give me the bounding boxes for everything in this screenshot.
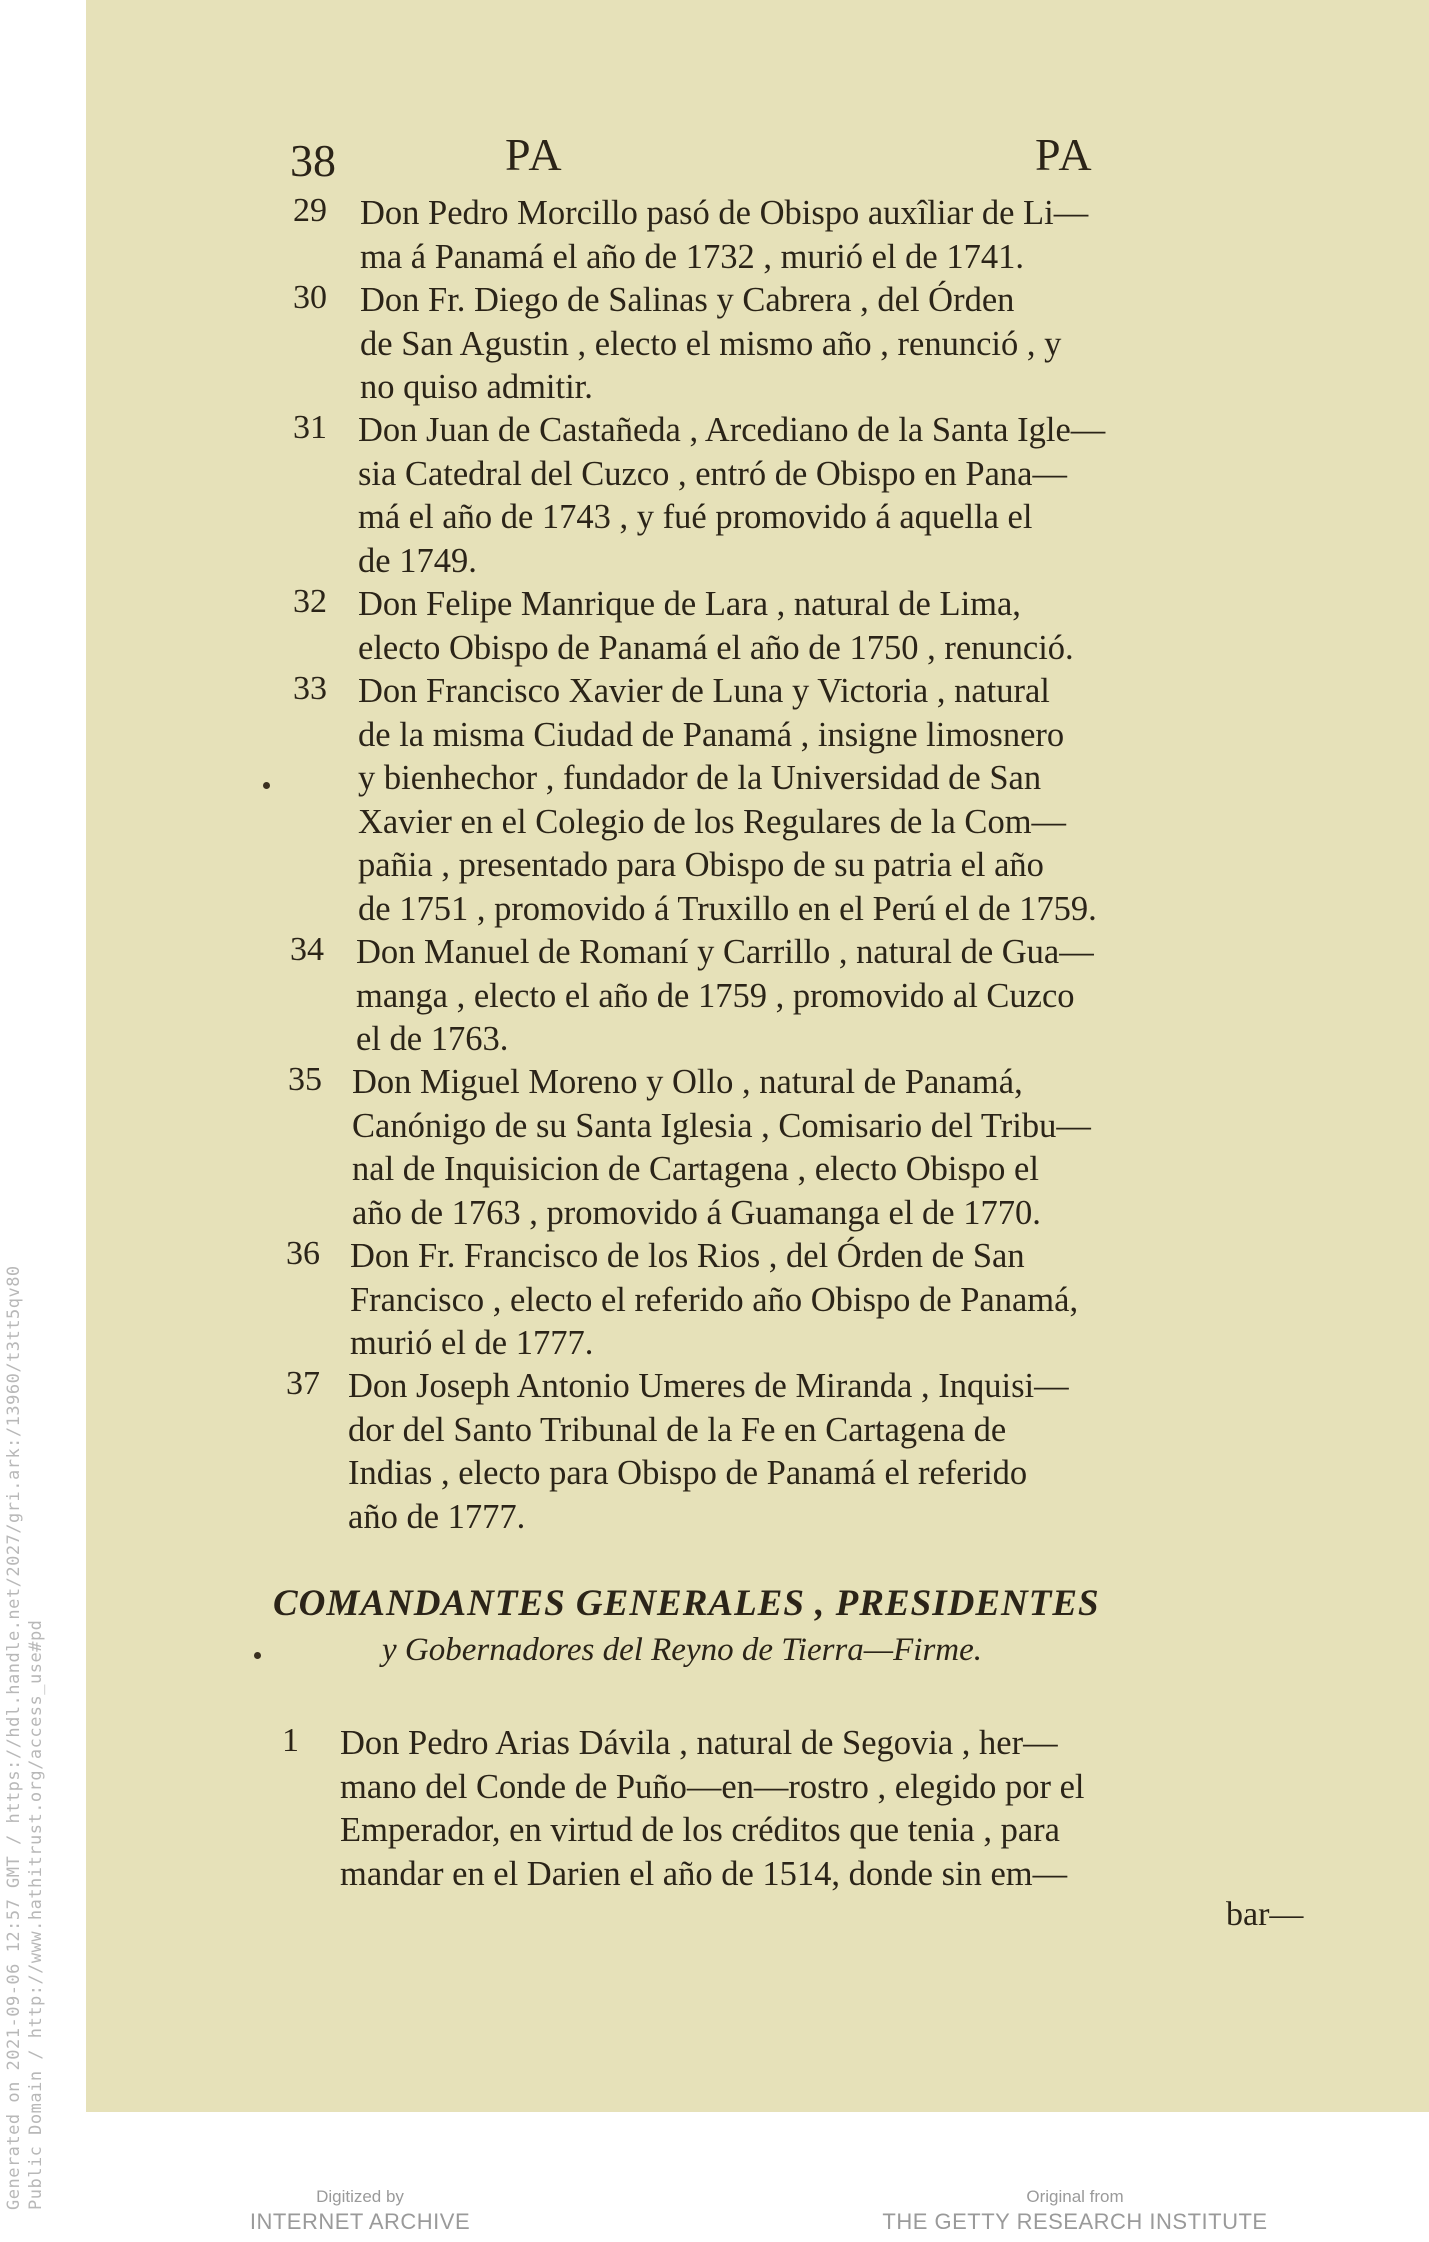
entry-line: y bienhechor , fundador de la Universidad de San: [358, 759, 1042, 797]
page-number: 38: [290, 135, 336, 186]
entry-number: 30: [293, 279, 327, 316]
footer-original-source: THE GETTY RESEARCH INSTITUTE: [882, 2209, 1268, 2234]
entry-line: Xavier en el Colegio de los Regulares de la Com—: [358, 802, 1067, 841]
entry-line: Don Pedro Morcillo pasó de Obispo auxîliar de Li—: [360, 194, 1089, 232]
entry-number: 32: [293, 583, 327, 620]
entry-line: Don Fr. Diego de Salinas y Cabrera , del Órden: [360, 281, 1015, 319]
ink-speck: [263, 782, 270, 789]
entry-line: de la misma Ciudad de Panamá , insigne limosnero: [358, 715, 1065, 754]
entry-line: pañia , presentado para Obispo de su patria el año: [358, 846, 1044, 884]
entry-line: año de 1763 , promovido á Guamanga el de 1770.: [352, 1193, 1041, 1232]
entry-line: Don Francisco Xavier de Luna y Victoria , natural: [358, 672, 1050, 710]
entry-line: sia Catedral del Cuzco , entró de Obispo en Pana—: [358, 454, 1067, 493]
entry-line: Francisco , electo el referido año Obispo de Panamá,: [350, 1280, 1079, 1319]
entry-number: 33: [293, 670, 327, 707]
entry-line: Canónigo de su Santa Iglesia , Comisario del Tribu—: [352, 1106, 1091, 1145]
entry-line: de 1751 , promovido á Truxillo en el Perú el de 1759.: [358, 889, 1097, 928]
entry-line: electo Obispo de Panamá el año de 1750 , renunció.: [358, 628, 1074, 667]
entry-line: Emperador, en virtud de los créditos que tenia , para: [340, 1811, 1060, 1849]
entry-line: dor del Santo Tribunal de la Fe en Cartagena de: [348, 1410, 1007, 1449]
entry-line: Indias , electo para Obispo de Panamá el referido: [348, 1454, 1028, 1492]
footer-digitized-source: INTERNET ARCHIVE: [249, 2209, 471, 2234]
right-headword: PA: [1035, 129, 1094, 180]
entry-line: Don Manuel de Romaní y Carrillo , natural de Gua—: [356, 933, 1094, 971]
entry-line: nal de Inquisicion de Cartagena , electo Obispo el: [352, 1150, 1039, 1188]
left-headword: PA: [505, 129, 564, 180]
entry-number: 29: [293, 192, 327, 229]
entry-number: 1: [282, 1722, 299, 1759]
access-stamp: [0, 1100, 60, 2210]
entry-line: mano del Conde de Puño—en—rostro , elegido por el: [340, 1767, 1085, 1806]
section-title: COMANDANTES GENERALES , PRESIDENTES: [273, 1583, 1100, 1624]
entry-line: no quiso admitir.: [360, 368, 593, 406]
entry-line: Don Juan de Castañeda , Arcediano de la Santa Igle—: [358, 411, 1106, 449]
entry-line: año de 1777.: [348, 1497, 526, 1536]
entry-number: 36: [286, 1235, 320, 1272]
section-subtitle: y Gobernadores del Reyno de Tierra—Firme.: [382, 1632, 983, 1668]
entry-line: manga , electo el año de 1759 , promovido al Cuzco: [356, 976, 1075, 1015]
entry-line: murió el de 1777.: [350, 1324, 594, 1362]
stamp-line-license: Public Domain / http://www.hathitrust.org/access_use#pd: [26, 1619, 46, 2210]
footer-digitized: [245, 2186, 475, 2236]
entry-line: Don Fr. Francisco de los Rios , del Órden de San: [350, 1237, 1025, 1275]
entry-line: ma á Panamá el año de 1732 , murió el de 1741.: [360, 237, 1024, 276]
entry-number: 35: [288, 1061, 322, 1098]
entry-line: de 1749.: [358, 541, 477, 580]
entry-line: mandar en el Darien el año de 1514, donde sin em—: [340, 1854, 1068, 1893]
entry-line: Don Felipe Manrique de Lara , natural de Lima,: [358, 585, 1021, 623]
footer-original: [875, 2186, 1275, 2236]
entry-number: 31: [293, 409, 327, 446]
entry-number: 37: [286, 1365, 320, 1402]
entry-line: Don Joseph Antonio Umeres de Miranda , Inquisi—: [348, 1367, 1069, 1405]
stamp-line-generated: Generated on 2021-09-06 12:57 GMT / https://hdl.handle.net/2027/gri.ark:/13960/t3tt5qv80: [4, 1265, 24, 2210]
entry-line: de San Agustin , electo el mismo año , renunció , y: [360, 324, 1062, 363]
footer-original-label: Original from: [1026, 2187, 1124, 2206]
entry-line: Don Pedro Arias Dávila , natural de Segovia , her—: [340, 1724, 1058, 1762]
entry-line: má el año de 1743 , y fué promovido á aquella el: [358, 498, 1033, 536]
catchword: bar—: [1226, 1896, 1304, 1933]
page-header: [290, 128, 1130, 188]
ink-speck: [254, 1652, 261, 1659]
entry-line: el de 1763.: [356, 1020, 509, 1058]
entry-number: 34: [290, 931, 324, 968]
entry-line: Don Miguel Moreno y Ollo , natural de Panamá,: [352, 1063, 1023, 1101]
footer-digitized-label: Digitized by: [316, 2187, 404, 2206]
